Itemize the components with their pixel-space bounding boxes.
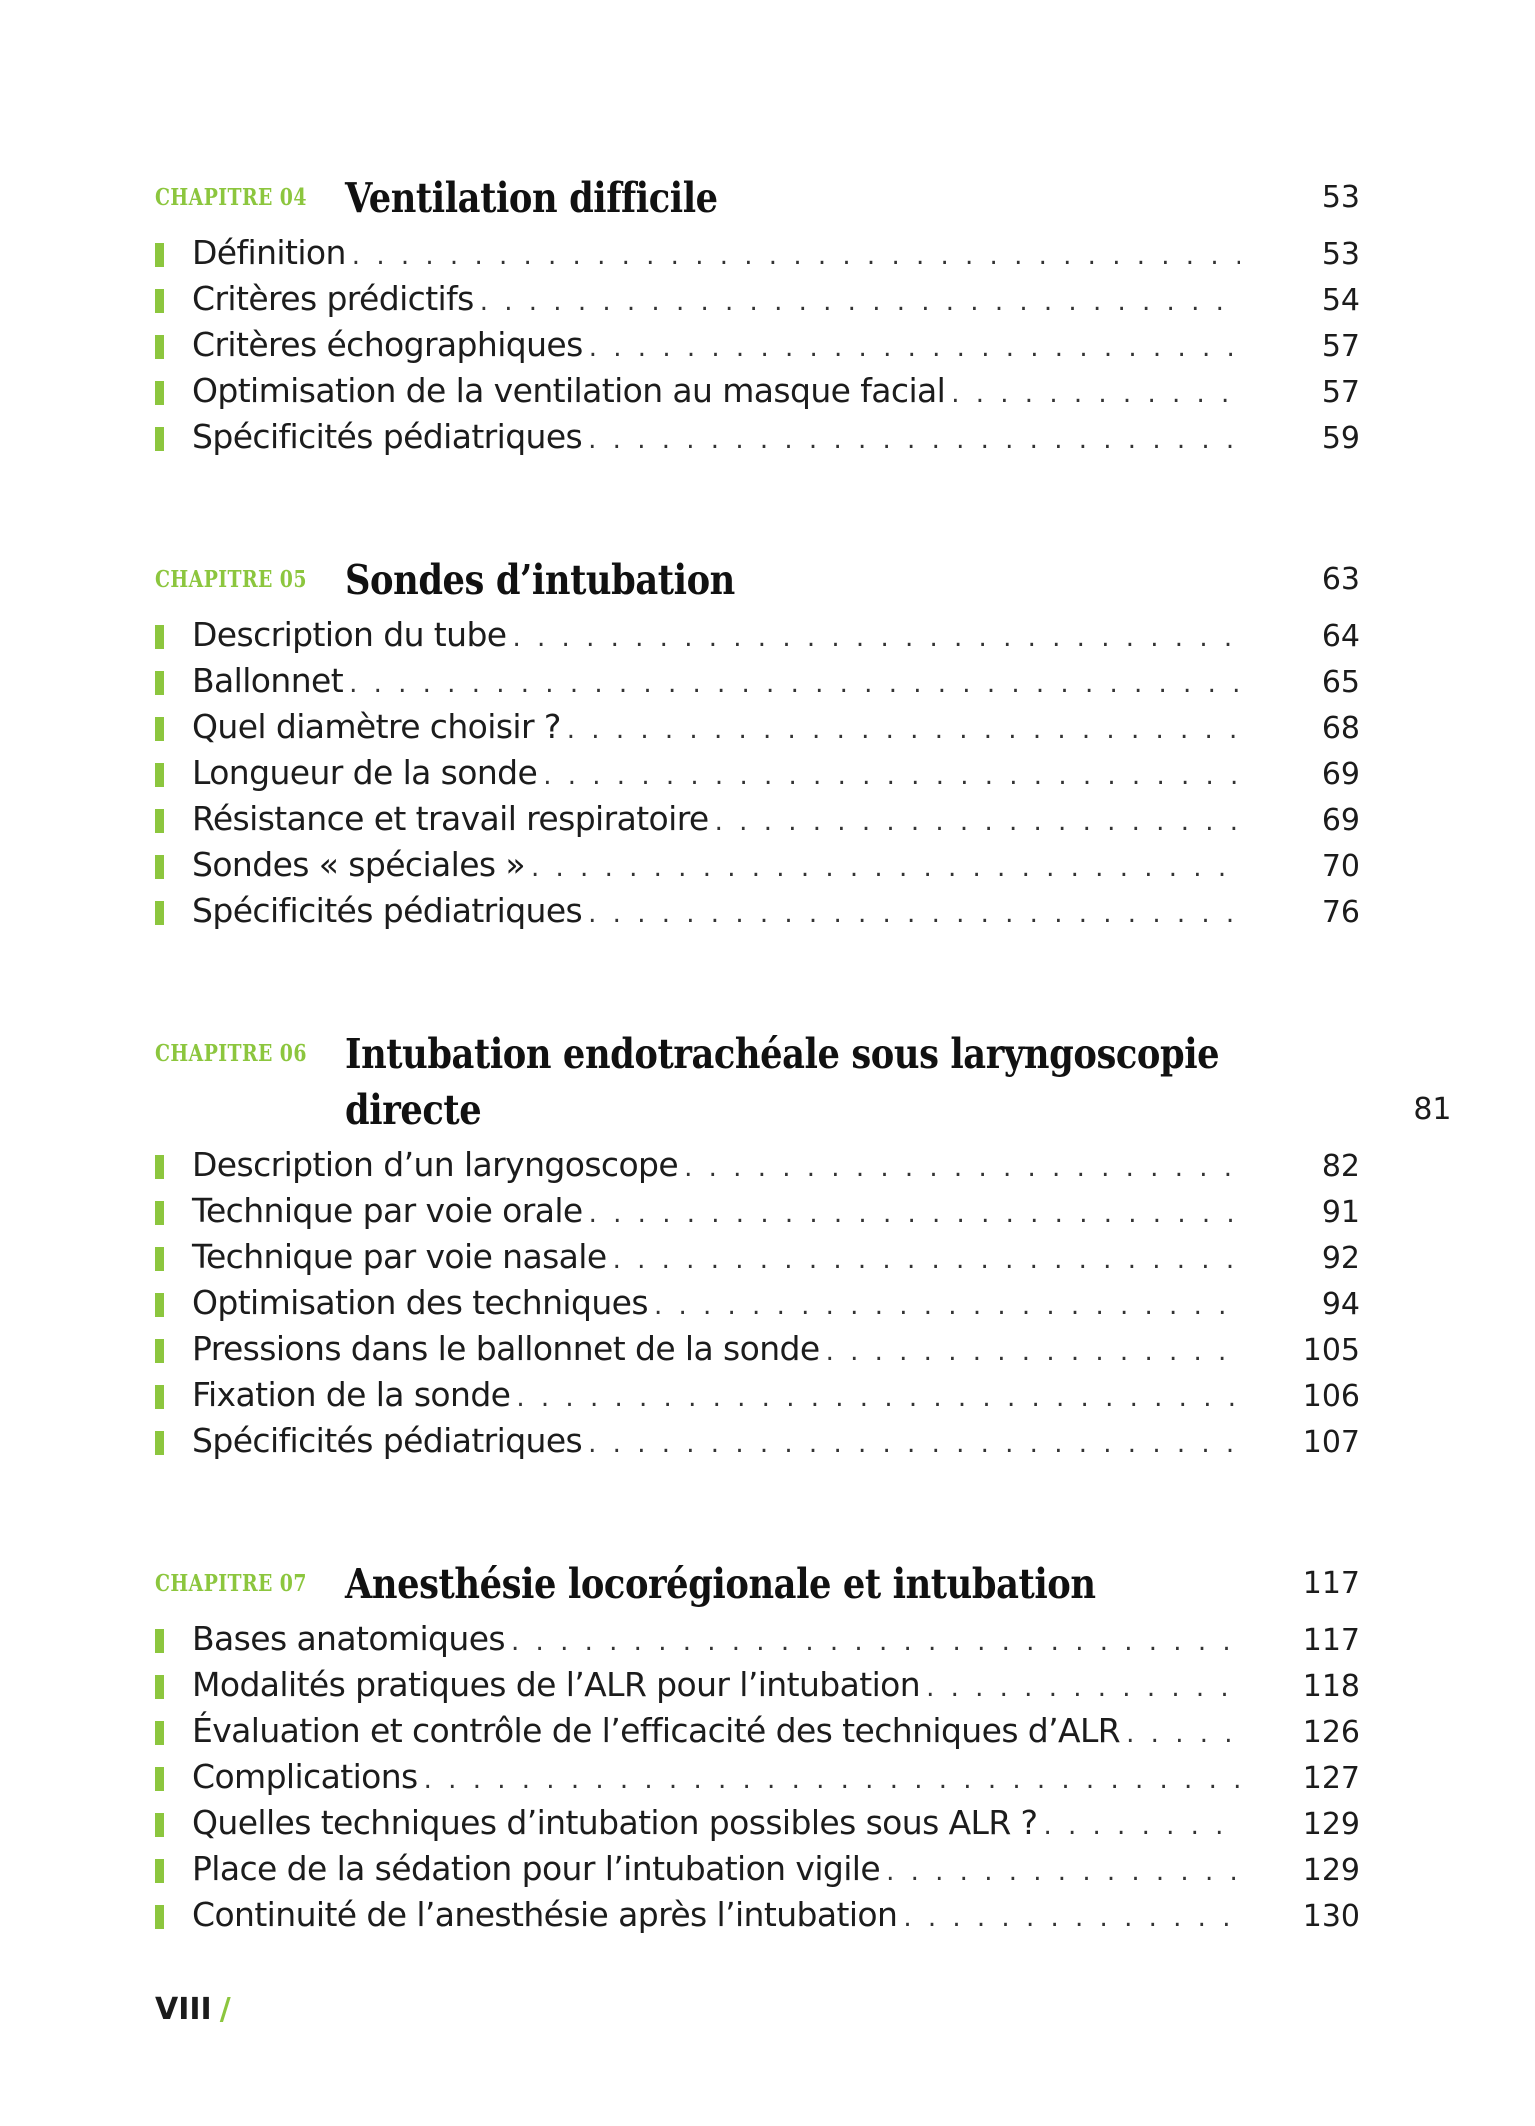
dot-leader-container	[678, 1145, 1240, 1191]
chapter-title-line: Anesthésie locorégionale et intubation	[345, 1560, 1096, 1608]
chapter-section	[155, 1026, 1452, 1464]
toc-entry[interactable]	[155, 1754, 1360, 1800]
dot-leader	[543, 753, 1240, 799]
toc-entry[interactable]	[155, 658, 1360, 704]
chapter-heading[interactable]	[155, 170, 1360, 226]
toc-entry-label: Spécificités pédiatriques	[192, 891, 583, 930]
dot-leader	[589, 325, 1240, 371]
toc-entry-page-number: 57	[1321, 375, 1360, 410]
toc-entry-page-number: 127	[1302, 1761, 1360, 1796]
toc-entry[interactable]	[155, 1662, 1360, 1708]
dot-leader	[588, 417, 1240, 463]
dot-leader-container	[343, 661, 1240, 707]
bullet-marker-icon	[155, 381, 164, 405]
chapter-heading[interactable]	[155, 1556, 1360, 1612]
dot-leader	[589, 1191, 1240, 1237]
chapter-page-number: 53	[1321, 180, 1360, 215]
toc-entry[interactable]	[155, 1188, 1360, 1234]
bullet-marker-icon	[155, 427, 164, 451]
chapter-label: CHAPITRE 07	[155, 1570, 307, 1597]
chapter-section	[155, 1556, 1360, 1938]
toc-entry[interactable]	[155, 1708, 1360, 1754]
chapter-title-line: directe	[345, 1086, 482, 1134]
chapter-heading[interactable]	[155, 552, 1360, 608]
chapter-section	[155, 552, 1360, 934]
toc-entry[interactable]	[155, 1234, 1360, 1280]
dot-leader	[531, 845, 1240, 891]
dot-leader	[480, 279, 1240, 325]
bullet-marker-icon	[155, 1721, 164, 1745]
dot-leader	[588, 1421, 1240, 1467]
toc-entry-label: Description du tube	[192, 615, 507, 654]
toc-entry-page-number: 59	[1321, 421, 1360, 456]
dot-leader	[1043, 1803, 1240, 1849]
dot-leader-container	[510, 1375, 1240, 1421]
chapter-title	[345, 170, 1270, 226]
dot-leader	[903, 1895, 1240, 1941]
toc-entry-page-number: 82	[1321, 1149, 1360, 1184]
toc-entry[interactable]	[155, 612, 1360, 658]
toc-entry-label: Sondes « spéciales »	[192, 845, 525, 884]
toc-entry-page-number: 91	[1321, 1195, 1360, 1230]
toc-entry-label: Ballonnet	[192, 661, 344, 700]
bullet-marker-icon	[155, 289, 164, 313]
bullet-marker-icon	[155, 1767, 164, 1791]
chapter-title-line: Intubation endotrachéale sous laryngoscopie	[345, 1030, 1220, 1078]
toc-entry-page-number: 94	[1321, 1287, 1360, 1322]
toc-entry-page-number: 118	[1302, 1669, 1360, 1704]
bullet-marker-icon	[155, 809, 164, 833]
dot-leader-container	[561, 707, 1240, 753]
toc-entry-label: Optimisation des techniques	[192, 1283, 648, 1322]
bullet-marker-icon	[155, 1905, 164, 1929]
page-number: VIII	[155, 1992, 212, 2027]
bullet-marker-icon	[155, 1675, 164, 1699]
toc-entry-page-number: 76	[1321, 895, 1360, 930]
toc-entry-page-number: 129	[1302, 1853, 1360, 1888]
toc-entry[interactable]	[155, 414, 1360, 460]
dot-leader-container	[648, 1283, 1240, 1329]
toc-entry[interactable]	[155, 1372, 1360, 1418]
dot-leader-container	[709, 799, 1240, 845]
toc-entry[interactable]	[155, 1616, 1360, 1662]
toc-entry-page-number: 54	[1321, 283, 1360, 318]
toc-entry-page-number: 106	[1302, 1379, 1360, 1414]
toc-entry-page-number: 68	[1321, 711, 1360, 746]
dot-leader-container	[582, 417, 1240, 463]
chapter-page-number: 81	[1413, 1092, 1452, 1127]
toc-entry-page-number: 69	[1321, 757, 1360, 792]
toc-entry-label: Description d’un laryngoscope	[192, 1145, 679, 1184]
dot-leader-container	[537, 753, 1240, 799]
toc-entry-label: Résistance et travail respiratoire	[192, 799, 709, 838]
toc-entry-page-number: 107	[1302, 1425, 1360, 1460]
toc-entry[interactable]	[155, 276, 1360, 322]
toc-entry[interactable]	[155, 1800, 1360, 1846]
toc-entry[interactable]	[155, 1142, 1360, 1188]
chapter-page-number: 63	[1321, 562, 1360, 597]
dot-leader-container	[525, 845, 1240, 891]
toc-entry[interactable]	[155, 1846, 1360, 1892]
toc-entry-page-number: 57	[1321, 329, 1360, 364]
toc-entry-page-number: 105	[1302, 1333, 1360, 1368]
bullet-marker-icon	[155, 1385, 164, 1409]
toc-entry-label: Optimisation de la ventilation au masque facial	[192, 371, 946, 410]
dot-leader	[588, 891, 1240, 937]
toc-entry-label: Technique par voie orale	[192, 1191, 583, 1230]
dot-leader	[886, 1849, 1240, 1895]
bullet-marker-icon	[155, 1201, 164, 1225]
toc-entry[interactable]	[155, 1326, 1360, 1372]
toc-entry-page-number: 92	[1321, 1241, 1360, 1276]
toc-entry-label: Quelles techniques d’intubation possibles sous ALR ?	[192, 1803, 1038, 1842]
dot-leader-container	[418, 1757, 1240, 1803]
toc-entry-label: Critères prédictifs	[192, 279, 474, 318]
page-footer	[155, 1992, 231, 2027]
dot-leader	[352, 233, 1240, 279]
dot-leader-container	[820, 1329, 1240, 1375]
dot-leader	[349, 661, 1240, 707]
toc-entry[interactable]	[155, 368, 1360, 414]
page-number-separator: /	[219, 1992, 231, 2027]
toc-entry-label: Évaluation et contrôle de l’efficacité des techniques d’ALR	[192, 1711, 1121, 1750]
bullet-marker-icon	[155, 671, 164, 695]
dot-leader	[654, 1283, 1240, 1329]
toc-entry-label: Critères échographiques	[192, 325, 583, 364]
toc-entry-label: Pressions dans le ballonnet de la sonde	[192, 1329, 820, 1368]
dot-leader-container	[583, 1191, 1240, 1237]
dot-leader	[424, 1757, 1240, 1803]
dot-leader-container	[1037, 1803, 1240, 1849]
dot-leader-container	[582, 1421, 1240, 1467]
dot-leader	[826, 1329, 1240, 1375]
dot-leader-container	[897, 1895, 1240, 1941]
chapter-title-line: Ventilation difficile	[345, 174, 718, 222]
toc-entry[interactable]	[155, 1280, 1360, 1326]
bullet-marker-icon	[155, 855, 164, 879]
bullet-marker-icon	[155, 763, 164, 787]
toc-entry-page-number: 53	[1321, 237, 1360, 272]
dot-leader	[1126, 1711, 1240, 1757]
dot-leader	[684, 1145, 1240, 1191]
chapter-heading[interactable]	[155, 1026, 1452, 1138]
toc-entry[interactable]	[155, 888, 1360, 934]
toc-entry-label: Quel diamètre choisir ?	[192, 707, 561, 746]
dot-leader	[516, 1375, 1240, 1421]
bullet-marker-icon	[155, 1293, 164, 1317]
toc-entry-page-number: 69	[1321, 803, 1360, 838]
toc-entry-label: Définition	[192, 233, 346, 272]
toc-entry-label: Technique par voie nasale	[192, 1237, 607, 1276]
bullet-marker-icon	[155, 1155, 164, 1179]
dot-leader-container	[1120, 1711, 1240, 1757]
dot-leader	[951, 371, 1240, 417]
toc-entry[interactable]	[155, 1892, 1360, 1938]
chapter-label: CHAPITRE 06	[155, 1040, 307, 1067]
chapter-page-number: 117	[1302, 1566, 1360, 1601]
bullet-marker-icon	[155, 1339, 164, 1363]
toc-entry-label: Spécificités pédiatriques	[192, 1421, 583, 1460]
toc-entry[interactable]	[155, 750, 1360, 796]
chapter-section	[155, 170, 1360, 460]
chapter-title-line: Sondes d’intubation	[345, 556, 735, 604]
toc-entry-page-number: 129	[1302, 1807, 1360, 1842]
dot-leader	[613, 1237, 1240, 1283]
dot-leader-container	[583, 325, 1240, 371]
bullet-marker-icon	[155, 1859, 164, 1883]
toc-entry-page-number: 70	[1321, 849, 1360, 884]
toc-entry[interactable]	[155, 1418, 1360, 1464]
toc-entry-page-number: 130	[1302, 1899, 1360, 1934]
dot-leader	[513, 615, 1241, 661]
bullet-marker-icon	[155, 717, 164, 741]
bullet-marker-icon	[155, 901, 164, 925]
toc-entry[interactable]	[155, 796, 1360, 842]
dot-leader-container	[920, 1665, 1240, 1711]
toc-entry[interactable]	[155, 230, 1360, 276]
chapter-title	[345, 1556, 1270, 1612]
toc-entry-label: Continuité de l’anesthésie après l’intubation	[192, 1895, 898, 1934]
toc-entry-page-number: 117	[1302, 1623, 1360, 1658]
dot-leader-container	[607, 1237, 1240, 1283]
toc-entry-label: Fixation de la sonde	[192, 1375, 511, 1414]
chapter-title	[345, 552, 1270, 608]
dot-leader-container	[507, 615, 1241, 661]
chapter-label: CHAPITRE 04	[155, 184, 307, 211]
toc-entry-label: Place de la sédation pour l’intubation vigile	[192, 1849, 881, 1888]
toc-entry[interactable]	[155, 322, 1360, 368]
bullet-marker-icon	[155, 1431, 164, 1455]
toc-entry[interactable]	[155, 704, 1360, 750]
toc-entry-page-number: 126	[1302, 1715, 1360, 1750]
chapter-label: CHAPITRE 05	[155, 566, 307, 593]
dot-leader	[567, 707, 1240, 753]
toc-entry-label: Bases anatomiques	[192, 1619, 506, 1658]
toc-entry-label: Spécificités pédiatriques	[192, 417, 583, 456]
toc-entry-label: Longueur de la sonde	[192, 753, 538, 792]
bullet-marker-icon	[155, 243, 164, 267]
dot-leader	[715, 799, 1240, 845]
toc-entry-page-number: 64	[1321, 619, 1360, 654]
dot-leader	[926, 1665, 1240, 1711]
dot-leader-container	[346, 233, 1240, 279]
toc-entry-label: Complications	[192, 1757, 418, 1796]
dot-leader-container	[880, 1849, 1240, 1895]
dot-leader-container	[945, 371, 1240, 417]
bullet-marker-icon	[155, 1247, 164, 1271]
table-of-contents	[155, 170, 1452, 2030]
chapter-title	[345, 1026, 1362, 1138]
dot-leader	[511, 1619, 1240, 1665]
toc-entry-page-number: 65	[1321, 665, 1360, 700]
bullet-marker-icon	[155, 1813, 164, 1837]
toc-entry[interactable]	[155, 842, 1360, 888]
bullet-marker-icon	[155, 1629, 164, 1653]
bullet-marker-icon	[155, 335, 164, 359]
dot-leader-container	[474, 279, 1240, 325]
toc-entry-label: Modalités pratiques de l’ALR pour l’intubation	[192, 1665, 921, 1704]
dot-leader-container	[582, 891, 1240, 937]
dot-leader-container	[505, 1619, 1240, 1665]
bullet-marker-icon	[155, 625, 164, 649]
